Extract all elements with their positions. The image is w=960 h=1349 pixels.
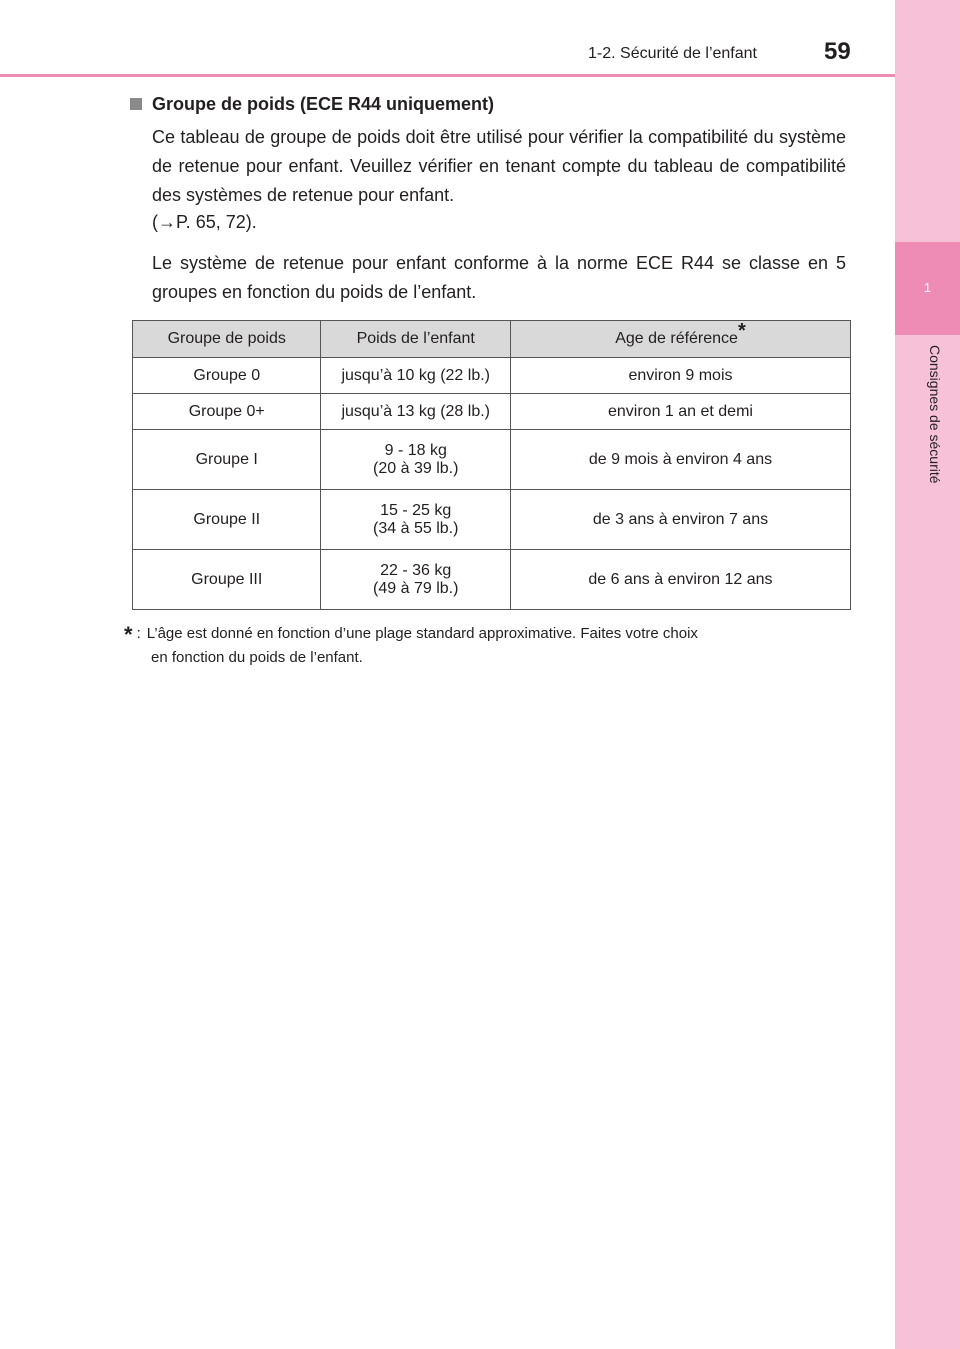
table-row	[133, 358, 851, 394]
section-heading	[130, 94, 494, 115]
table-row	[133, 430, 851, 490]
arrow-right-icon: →	[158, 212, 176, 232]
header-divider	[0, 74, 895, 77]
cell-group: Groupe I	[133, 430, 321, 490]
cell-weight-text: jusqu’à 13 kg (28 lb.)	[341, 402, 490, 420]
cell-weight	[321, 430, 510, 490]
reference-open-paren: (	[152, 212, 158, 232]
table-header-row	[133, 321, 851, 358]
square-bullet-icon	[130, 98, 142, 110]
header-weight-group: Groupe de poids	[133, 321, 321, 358]
cell-age: environ 1 an et demi	[510, 394, 850, 430]
reference-text: P. 65, 72).	[176, 212, 257, 232]
weight-group-table	[132, 320, 851, 610]
header-reference-age-text: Age de référence	[615, 330, 738, 347]
chapter-title: Consignes de sécurité	[927, 345, 943, 484]
chapter-sidebar	[895, 0, 960, 1349]
cell-age: environ 9 mois	[510, 358, 850, 394]
cell-group: Groupe 0	[133, 358, 321, 394]
footnote-line	[124, 622, 846, 646]
footnote-text-2: en fonction du poids de l’enfant.	[151, 649, 363, 666]
cell-group: Groupe 0+	[133, 394, 321, 430]
section-heading-text: Groupe de poids (ECE R44 uniquement)	[152, 94, 495, 114]
cell-weight	[321, 358, 510, 394]
header-section-title: 1-2. Sécurité de l’enfant	[588, 45, 757, 62]
cell-weight-lb: (49 à 79 lb.)	[373, 579, 459, 597]
page-number: 59	[824, 38, 851, 65]
cell-group: Groupe II	[133, 490, 321, 550]
cell-group: Groupe III	[133, 550, 321, 610]
footnote	[124, 622, 846, 669]
cell-weight-kg: 15 - 25 kg	[380, 501, 452, 519]
table-row	[133, 490, 851, 550]
intro-paragraph: Ce tableau de groupe de poids doit être utilisé pour vérifier la compatibilité du système de retenue pour enfant. Veuillez vérifier en tenant compte du tableau de compatibilité des systèmes de retenue pour enfant.	[152, 127, 846, 205]
cell-weight-text: jusqu’à 10 kg (22 lb.)	[341, 366, 490, 384]
table-row	[133, 550, 851, 610]
footnote-asterisk-icon: *	[124, 622, 133, 647]
cell-weight	[321, 490, 510, 550]
cell-weight-kg: 22 - 36 kg	[380, 561, 452, 579]
cell-weight-kg: 9 - 18 kg	[384, 441, 447, 459]
groups-paragraph: Le système de retenue pour enfant conforme à la norme ECE R44 se classe en 5 groupes en fonction du poids de l’enfant.	[152, 253, 846, 302]
cell-weight	[321, 550, 510, 610]
table-row	[133, 394, 851, 430]
cell-weight	[321, 394, 510, 430]
cell-age: de 3 ans à environ 7 ans	[510, 490, 850, 550]
header-child-weight: Poids de l’enfant	[321, 321, 510, 358]
header-reference-age	[510, 321, 850, 358]
cell-weight-lb: (34 à 55 lb.)	[373, 519, 459, 537]
asterisk-icon: *	[737, 320, 746, 342]
cell-weight-lb: (20 à 39 lb.)	[373, 459, 459, 477]
cell-age: de 6 ans à environ 12 ans	[510, 550, 850, 610]
page-reference	[152, 212, 257, 233]
cell-age: de 9 mois à environ 4 ans	[510, 430, 850, 490]
footnote-text-1: L’âge est donné en fonction d’une plage standard approximative. Faites votre choix	[146, 625, 698, 642]
chapter-number: 1	[923, 280, 932, 295]
footnote-colon: :	[136, 625, 141, 642]
